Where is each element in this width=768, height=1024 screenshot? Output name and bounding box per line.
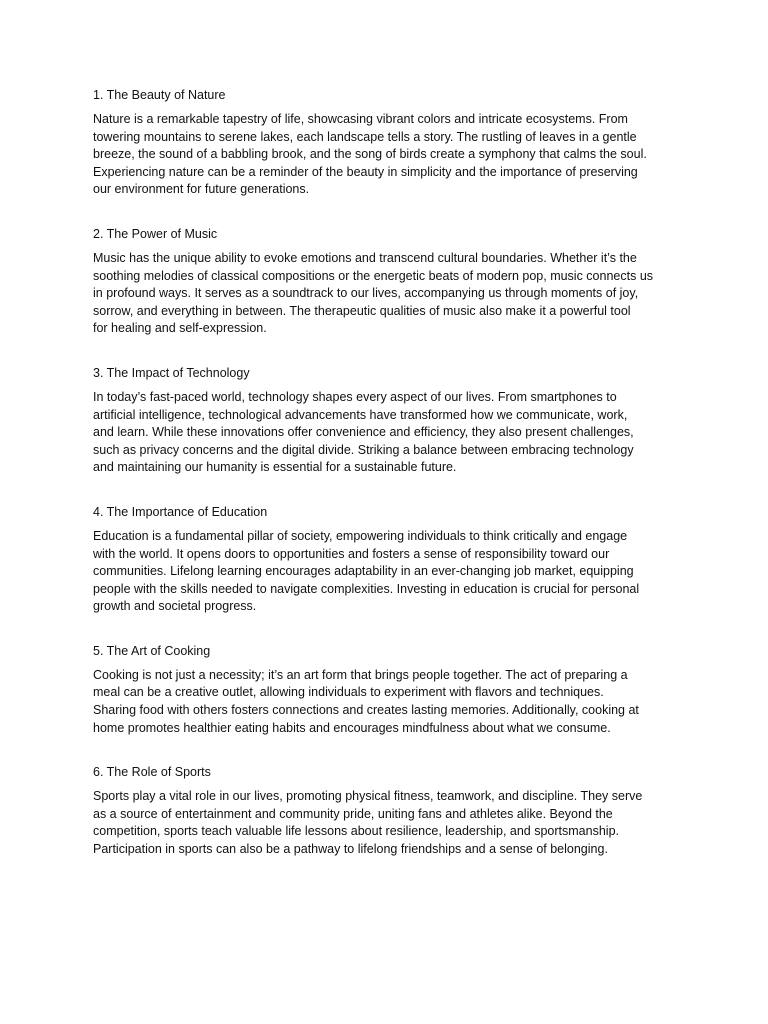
- section-heading: 1. The Beauty of Nature: [93, 88, 226, 102]
- section-heading: 3. The Impact of Technology: [93, 365, 250, 380]
- section-paragraph: Sports play a vital role in our lives, promoting physical fitness, teamwork, and discipline. They serve as a source of entertainment and community pride, uniting fans and athletes alike. Beyond the competition, sports teach valuable life lessons about resilience, leadership, and sportsmanship. Participation in sports can also be a pathway to lifelong friendships and a sense of belonging.: [93, 789, 643, 857]
- section-heading: 2. The Power of Music: [93, 226, 218, 241]
- document-content: [93, 86, 683, 885]
- section-art-of-cooking: [93, 642, 683, 737]
- section-paragraph: In today’s fast-paced world, technology shapes every aspect of our lives. From smartphones to artificial intelligence, technological advancements have transformed how we communicate, work, and learn. While these innovations offer convenience and efficiency, they also present challenges, such as privacy concerns and the digital divide. Striking a balance between embracing technology and maintaining our humanity is essential for a sustainable future.: [93, 389, 634, 475]
- section-paragraph: Music has the unique ability to evoke emotions and transcend cultural boundaries. Whether it’s the soothing melodies of classical compositions or the energetic beats of modern pop, music connects us in profound ways. It serves as a soundtrack to our lives, accompanying us through moments of joy, sorrow, and everything in between. The therapeutic qualities of music also make it a powerful tool for healing and self-expression.: [93, 250, 654, 336]
- section-paragraph: Nature is a remarkable tapestry of life, showcasing vibrant colors and intricate ecosystems. From towering mountains to serene lakes, each landscape tells a story. The rustling of leaves in a gentle breeze, the sound of a babbling brook, and the song of birds create a symphony that calms the soul. Experiencing nature can be a reminder of the beauty in simplicity and the importance of preserving our environment for future generations.: [93, 112, 647, 197]
- section-impact-of-technology: [93, 364, 683, 477]
- section-role-of-sports: [93, 763, 683, 858]
- section-importance-of-education: [93, 503, 683, 616]
- section-power-of-music: [93, 225, 683, 338]
- section-paragraph: Education is a fundamental pillar of society, empowering individuals to think critically and engage with the world. It opens doors to opportunities and fosters a sense of responsibility toward our communities. Lifelong learning encourages adaptability in an ever-changing job market, equipping people with the skills needed to navigate complexities. Investing in education is crucial for personal growth and societal progress.: [93, 528, 640, 614]
- section-heading: 4. The Importance of Education: [93, 504, 268, 519]
- section-heading: 6. The Role of Sports: [93, 765, 211, 780]
- section-beauty-of-nature: [93, 86, 683, 199]
- section-heading: 5. The Art of Cooking: [93, 643, 211, 658]
- section-paragraph: Cooking is not just a necessity; it’s an art form that brings people together. The act of preparing a meal can be a creative outlet, allowing individuals to experiment with flavors and techniques. Sharing food with others fosters connections and creates lasting memories. Additionally, cooking at home promotes healthier eating habits and encourages mindfulness about what we consume.: [93, 667, 639, 735]
